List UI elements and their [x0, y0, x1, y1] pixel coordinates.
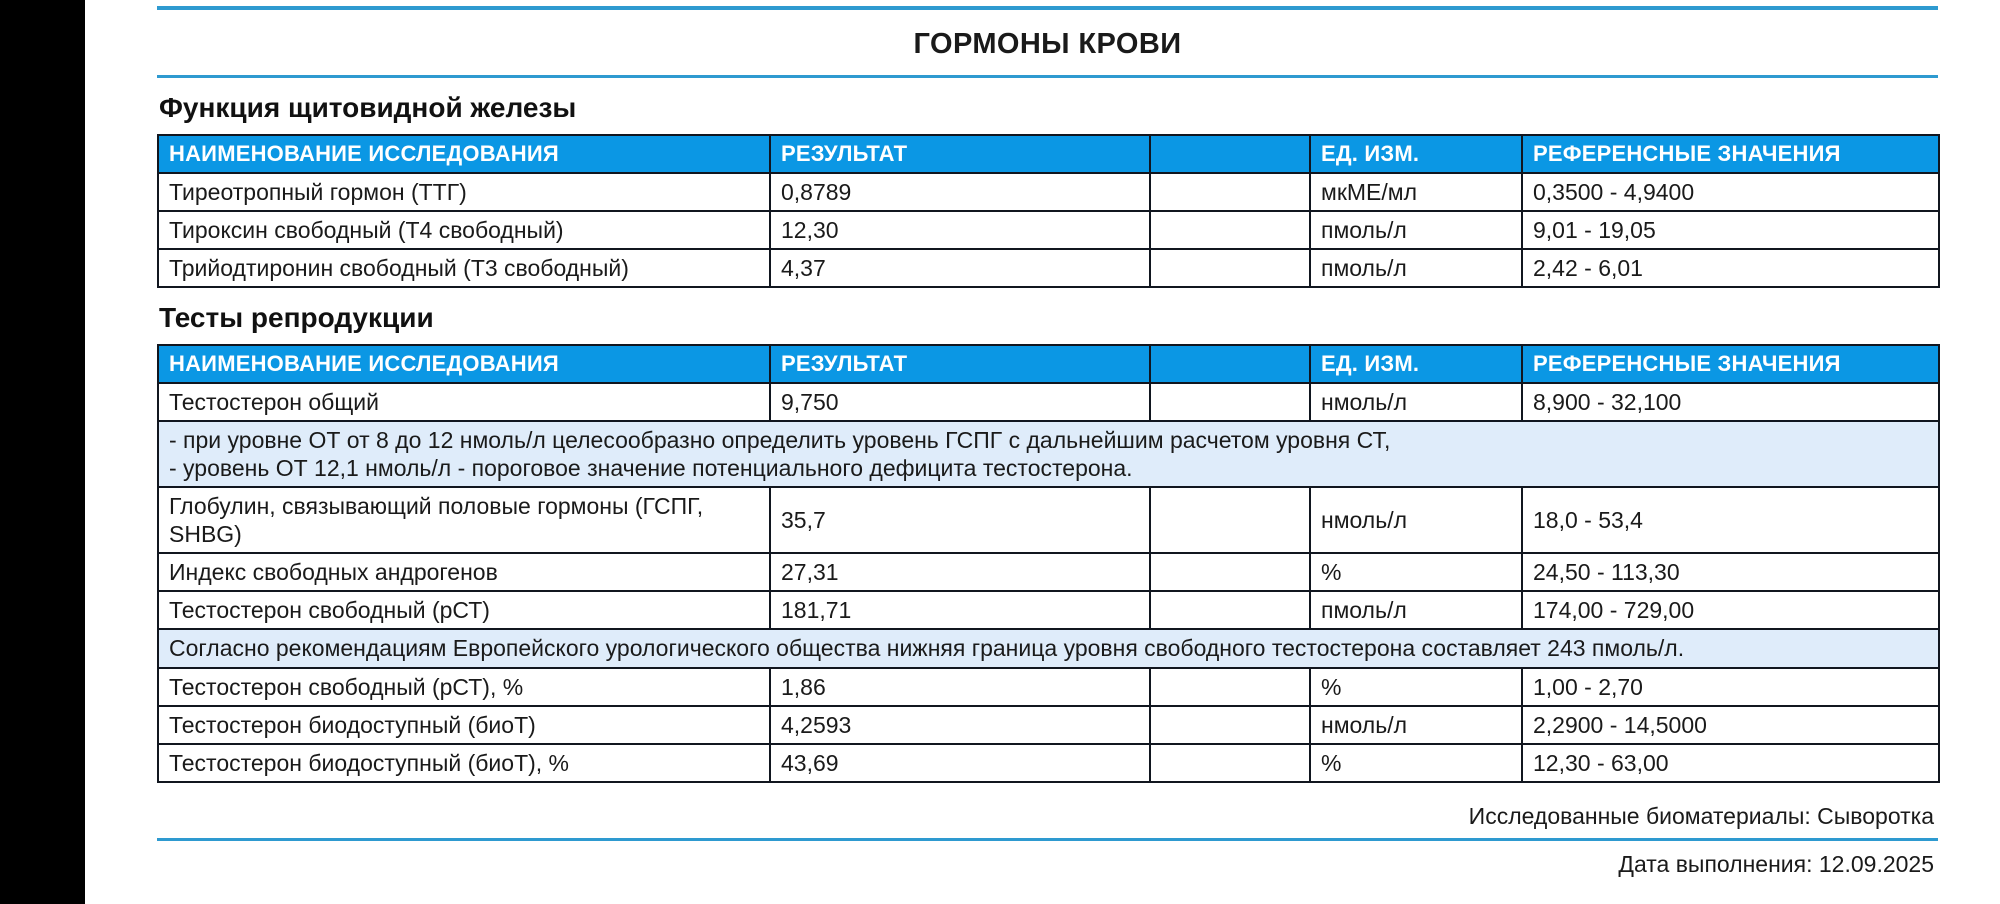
cell-result: 35,7 — [770, 487, 1150, 553]
cell-reference: 12,30 - 63,00 — [1522, 744, 1939, 782]
cell-unit: нмоль/л — [1310, 487, 1522, 553]
cell-result: 4,2593 — [770, 706, 1150, 744]
cell-result: 43,69 — [770, 744, 1150, 782]
column-header-name: НАИМЕНОВАНИЕ ИССЛЕДОВАНИЯ — [158, 345, 770, 383]
note-cell — [158, 421, 1939, 487]
cell-reference: 8,900 - 32,100 — [1522, 383, 1939, 421]
cell-result: 9,750 — [770, 383, 1150, 421]
note-line-2: - уровень ОТ 12,1 нмоль/л - пороговое значение потенциального дефицита тестостерона. — [169, 455, 1133, 482]
note-line-1: - при уровне ОТ от 8 до 12 нмоль/л целесообразно определить уровень ГСПГ с дальнейшим расчетом уровня СТ, — [169, 427, 1391, 454]
page-title: ГОРМОНЫ КРОВИ — [913, 28, 1182, 60]
cell-unit: пмоль/л — [1310, 591, 1522, 629]
report-inner — [157, 0, 1938, 878]
table-row — [158, 668, 1939, 706]
cell-reference: 18,0 - 53,4 — [1522, 487, 1939, 553]
cell-test-name: Тестостерон биодоступный (биоТ), % — [158, 744, 770, 782]
cell-test-name: Тестостерон общий — [158, 383, 770, 421]
column-header-result: РЕЗУЛЬТАТ — [770, 135, 1150, 173]
section-title-reproduction: Тесты репродукции — [159, 302, 434, 334]
cell-blank — [1150, 591, 1310, 629]
table-thyroid — [157, 134, 1940, 288]
table-reproduction — [157, 344, 1940, 783]
cell-unit: пмоль/л — [1310, 249, 1522, 287]
column-header-reference: РЕФЕРЕНСНЫЕ ЗНАЧЕНИЯ — [1522, 345, 1939, 383]
note-row-free-testosterone — [158, 629, 1939, 667]
cell-blank — [1150, 553, 1310, 591]
column-header-blank — [1150, 135, 1310, 173]
cell-test-name: Тестостерон свободный (рСТ) — [158, 591, 770, 629]
cell-blank — [1150, 487, 1310, 553]
cell-result: 0,8789 — [770, 173, 1150, 211]
cell-blank — [1150, 706, 1310, 744]
cell-result: 1,86 — [770, 668, 1150, 706]
column-header-reference: РЕФЕРЕНСНЫЕ ЗНАЧЕНИЯ — [1522, 135, 1939, 173]
cell-reference: 9,01 - 19,05 — [1522, 211, 1939, 249]
table-row — [158, 383, 1939, 421]
cell-test-name: Индекс свободных андрогенов — [158, 553, 770, 591]
cell-unit: % — [1310, 744, 1522, 782]
footer-biomaterial: Исследованные биоматериалы: Сыворотка — [1468, 802, 1934, 829]
footer-date: Дата выполнения: 12.09.2025 — [1618, 850, 1934, 877]
cell-test-name: Глобулин, связывающий половые гормоны (ГСПГ, SHBG) — [158, 487, 770, 553]
table-row — [158, 744, 1939, 782]
table-header-row — [158, 135, 1939, 173]
cell-test-name: Трийодтиронин свободный (Т3 свободный) — [158, 249, 770, 287]
cell-blank — [1150, 211, 1310, 249]
note-cell: Согласно рекомендациям Европейского урологического общества нижняя граница уровня свободного тестостерона составляет 243 пмоль/л. — [158, 629, 1939, 667]
cell-reference: 24,50 - 113,30 — [1522, 553, 1939, 591]
section-title-thyroid: Функция щитовидной железы — [159, 92, 577, 123]
table-row — [158, 487, 1939, 553]
cell-test-name: Тиреотропный гормон (ТТГ) — [158, 173, 770, 211]
cell-reference: 174,00 - 729,00 — [1522, 591, 1939, 629]
cell-result: 27,31 — [770, 553, 1150, 591]
cell-unit: % — [1310, 553, 1522, 591]
table-row — [158, 249, 1939, 287]
table-row — [158, 553, 1939, 591]
note-row-testosterone — [158, 421, 1939, 487]
cell-test-name: Тестостерон биодоступный (биоТ) — [158, 706, 770, 744]
report-content — [85, 0, 2000, 904]
cell-reference: 1,00 - 2,70 — [1522, 668, 1939, 706]
column-header-unit: ЕД. ИЗМ. — [1310, 345, 1522, 383]
cell-blank — [1150, 173, 1310, 211]
cell-reference: 2,2900 - 14,5000 — [1522, 706, 1939, 744]
table-header-row — [158, 345, 1939, 383]
cell-test-name: Тестостерон свободный (рСТ), % — [158, 668, 770, 706]
cell-reference: 0,3500 - 4,9400 — [1522, 173, 1939, 211]
table-row — [158, 706, 1939, 744]
cell-unit: нмоль/л — [1310, 383, 1522, 421]
cell-test-name: Тироксин свободный (Т4 свободный) — [158, 211, 770, 249]
column-header-unit: ЕД. ИЗМ. — [1310, 135, 1522, 173]
scan-left-margin — [0, 0, 85, 904]
column-header-result: РЕЗУЛЬТАТ — [770, 345, 1150, 383]
cell-blank — [1150, 744, 1310, 782]
cell-blank — [1150, 668, 1310, 706]
table-row — [158, 173, 1939, 211]
cell-unit: нмоль/л — [1310, 706, 1522, 744]
cell-unit: мкМЕ/мл — [1310, 173, 1522, 211]
report-footer — [157, 783, 1938, 878]
cell-result: 12,30 — [770, 211, 1150, 249]
column-header-blank — [1150, 345, 1310, 383]
cell-blank — [1150, 383, 1310, 421]
table-row — [158, 211, 1939, 249]
cell-result: 4,37 — [770, 249, 1150, 287]
column-header-name: НАИМЕНОВАНИЕ ИССЛЕДОВАНИЯ — [158, 135, 770, 173]
cell-unit: % — [1310, 668, 1522, 706]
cell-blank — [1150, 249, 1310, 287]
cell-unit: пмоль/л — [1310, 211, 1522, 249]
table-row — [158, 591, 1939, 629]
cell-reference: 2,42 - 6,01 — [1522, 249, 1939, 287]
cell-result: 181,71 — [770, 591, 1150, 629]
